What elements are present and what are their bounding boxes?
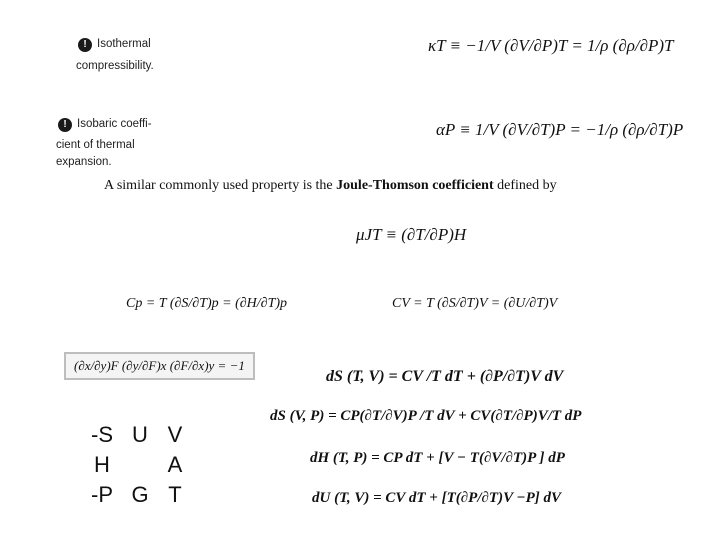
- joule-thomson-sentence: [104, 178, 557, 194]
- square-cell: H: [94, 452, 110, 477]
- isobaric-label-line2: cient of thermal: [56, 139, 135, 151]
- square-cell: -P: [91, 482, 113, 507]
- ds-vp-equation: dS (V, P) = CP(∂T/∂V)P /T dV + CV(∂T/∂P)V/T dP: [270, 408, 582, 424]
- square-cell: [120, 452, 160, 478]
- isothermal-label: Isothermal: [97, 38, 151, 50]
- sentence-prefix: A similar commonly used property is the: [104, 178, 337, 193]
- square-cell: U: [132, 422, 148, 447]
- sentence-suffix: defined by: [493, 178, 557, 193]
- dh-tp-equation: dH (T, P) = CP dT + [V − T(∂V/∂T)P ] dP: [310, 450, 565, 466]
- square-cell: -S: [91, 422, 113, 447]
- isobaric-bullet: [58, 118, 152, 132]
- cv-equation: CV = T (∂S/∂T)V = (∂U/∂T)V: [392, 296, 558, 311]
- isothermal-bullet: [78, 38, 151, 52]
- square-cell: T: [168, 482, 182, 507]
- du-tv-equation: dU (T, V) = CV dT + [T(∂P/∂T)V −P] dV: [312, 490, 562, 506]
- sentence-bold-term: Joule-Thomson coefficient: [336, 178, 494, 193]
- kappa-t-equation: κT ≡ −1/V (∂V/∂P)T = 1/ρ (∂ρ/∂P)T: [428, 36, 674, 55]
- mu-jt-equation: μJT ≡ (∂T/∂P)H: [356, 225, 467, 244]
- square-cell: A: [167, 452, 183, 477]
- alpha-p-equation: αP ≡ 1/V (∂V/∂T)P = −1/ρ (∂ρ/∂T)P: [436, 120, 684, 139]
- ds-tv-equation: dS (T, V) = CV /T dT + (∂P/∂T)V dV: [326, 368, 564, 385]
- exclamation-icon: !: [78, 38, 92, 52]
- isobaric-label-line1: Isobaric coeffi-: [77, 118, 152, 130]
- square-cell: V: [167, 422, 183, 447]
- isobaric-label-line3: expansion.: [56, 156, 112, 168]
- triple-product-box: [64, 352, 255, 380]
- isothermal-label-line2: compressibility.: [76, 60, 154, 72]
- exclamation-icon: !: [58, 118, 72, 132]
- triple-product-equation: (∂x/∂y)F (∂y/∂F)x (∂F/∂x)y = −1: [74, 358, 245, 373]
- thermodynamic-square: [84, 422, 190, 508]
- cp-equation: Cp = T (∂S/∂T)p = (∂H/∂T)p: [126, 296, 288, 311]
- square-cell: G: [131, 482, 149, 507]
